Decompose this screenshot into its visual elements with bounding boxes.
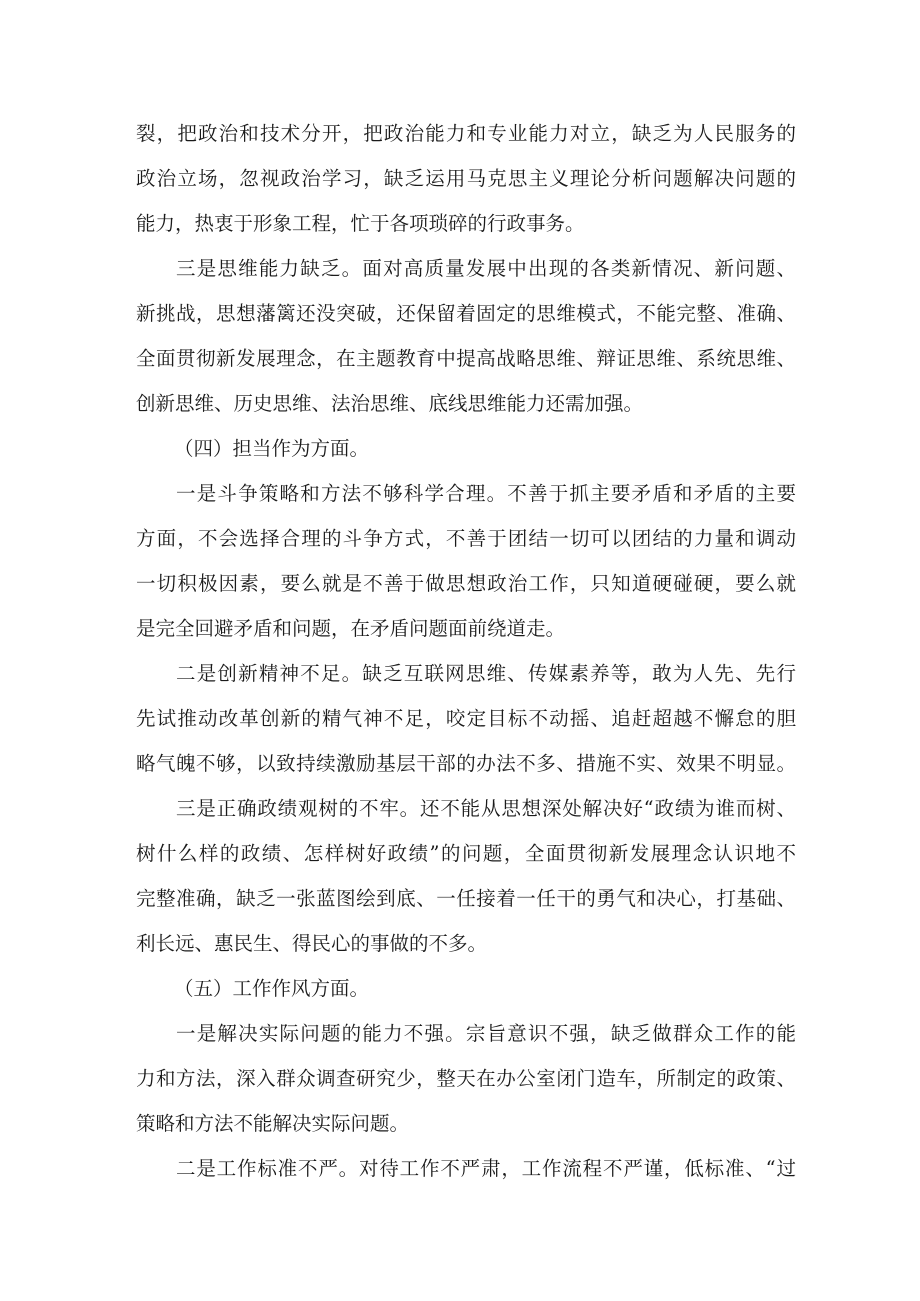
section-heading: （四）担当作为方面。 (174, 437, 370, 460)
text-line: 一切积极因素，要么就是不善于做思想政治工作，只知道硬碰硬，要么就 (136, 572, 796, 595)
text-line: 力和方法，深入群众调查研究少，整天在办公室闭门造车，所制定的政策、 (136, 1067, 796, 1090)
text-line: 政治立场，忽视政治学习，缺乏运用马克思主义理论分析问题解决问题的 (136, 167, 796, 190)
text-line: 方面，不会选择合理的斗争方式，不善于团结一切可以团结的力量和调动 (136, 527, 796, 550)
paragraph-start: 二是创新精神不足。缺乏互联网思维、传媒素养等，敢为人先、先行 (176, 662, 796, 685)
text-line: 创新思维、历史思维、法治思维、底线思维能力还需加强。 (136, 392, 644, 415)
text-line: 利长远、惠民生、得民心的事做的不多。 (136, 932, 488, 955)
text-line: 先试推动改革创新的精气神不足，咬定目标不动摇、追赶超越不懈怠的胆 (136, 707, 796, 730)
text-line: 全面贯彻新发展理念，在主题教育中提高战略思维、辩证思维、系统思维、 (136, 347, 796, 370)
text-line: 略气魄不够，以致持续激励基层干部的办法不多、措施不实、效果不明显。 (136, 752, 796, 775)
paragraph-start: 一是斗争策略和方法不够科学合理。不善于抓主要矛盾和矛盾的主要 (176, 482, 796, 505)
text-line: 裂，把政治和技术分开，把政治能力和专业能力对立，缺乏为人民服务的 (136, 122, 796, 145)
paragraph-start: 三是正确政绩观树的不牢。还不能从思想深处解决好“政绩为谁而树、 (176, 797, 796, 820)
paragraph-start: 二是工作标准不严。对待工作不严肃，工作流程不严谨，低标准、“过 (176, 1157, 796, 1180)
text-line: 完整准确，缺乏一张蓝图绘到底、一任接着一任干的勇气和决心，打基础、 (136, 887, 796, 910)
text-line: 树什么样的政绩、怎样树好政绩”的问题，全面贯彻新发展理念认识地不 (136, 842, 796, 865)
text-line: 策略和方法不能解决实际问题。 (136, 1112, 410, 1135)
paragraph-start: 一是解决实际问题的能力不强。宗旨意识不强，缺乏做群众工作的能 (176, 1022, 796, 1045)
text-line: 能力，热衷于形象工程，忙于各项琐碎的行政事务。 (136, 212, 585, 235)
paragraph-start: 三是思维能力缺乏。面对高质量发展中出现的各类新情况、新问题、 (176, 257, 796, 280)
text-line: 新挑战，思想藩篱还没突破，还保留着固定的思维模式，不能完整、准确、 (136, 302, 796, 325)
section-heading: （五）工作作风方面。 (174, 977, 370, 1000)
text-line: 是完全回避矛盾和问题，在矛盾问题面前绕道走。 (136, 617, 566, 640)
